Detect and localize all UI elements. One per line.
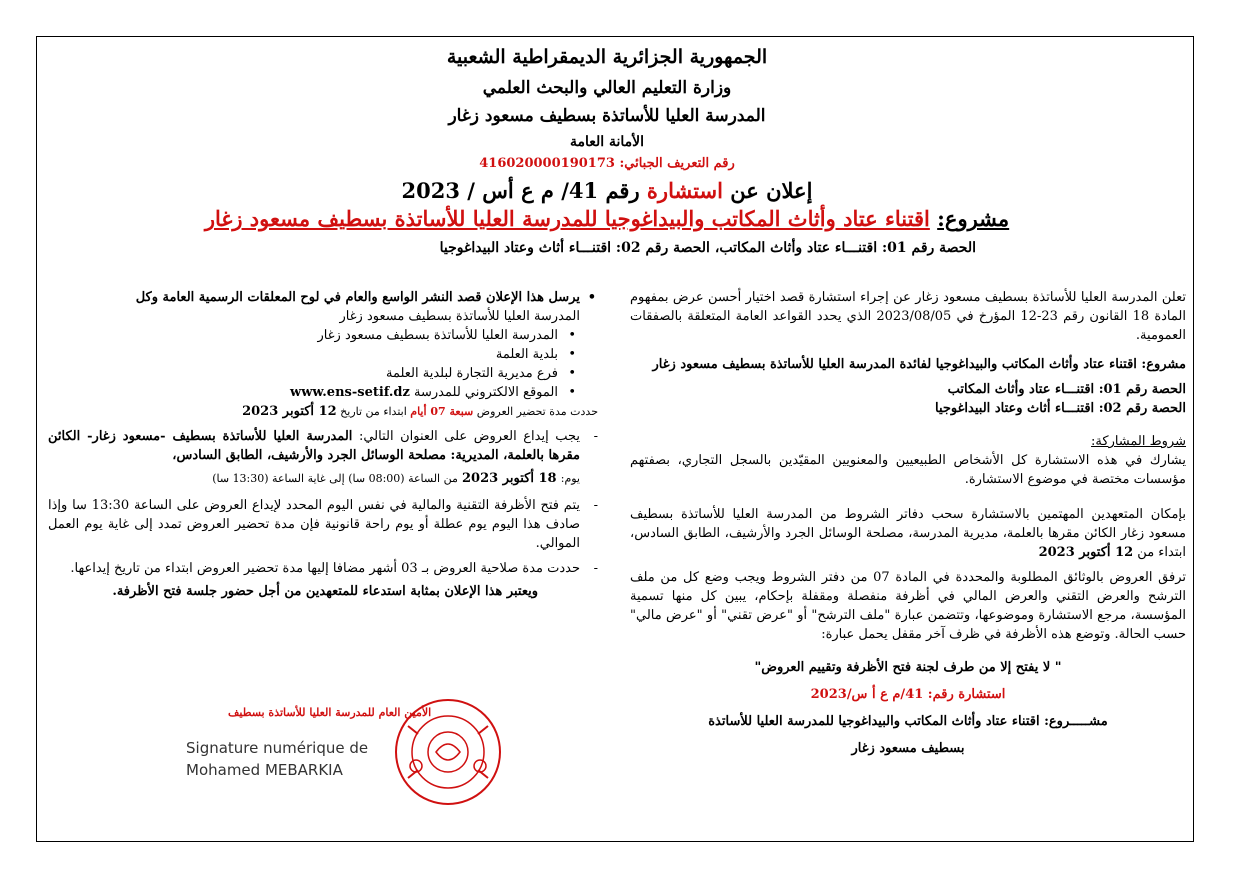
secretariat-title: الأمانة العامة [569, 134, 645, 150]
project-label: مشروع: [937, 206, 1010, 231]
prep-days: سبعة 07 أيام [410, 405, 474, 418]
prep-post: ابتداء من تاريخ [340, 405, 407, 418]
project-title: اقتناء عتاد وأثاث المكاتب والبيداغوجيا للمدرسة العليا للأساتذة بسطيف مسعود زغار [204, 206, 930, 231]
notice-suffix: رقم 41/ م ع أس / 2023 [401, 178, 640, 203]
notice-prefix: إعلان عن [730, 178, 813, 203]
publish-rest: المدرسة العليا للأساتذة بسطيف مسعود زغار [339, 309, 580, 324]
website-link[interactable]: www.ens-setif.dz [290, 385, 410, 400]
consultation-ref: استشارة رقم: 41/م ع أ س/2023 [810, 687, 1006, 702]
place-item [48, 383, 558, 402]
places-list [48, 326, 598, 402]
offers-text: ترفق العروض بالوثائق المطلوبة والمحددة في المادة 07 من دفتر الشروط ويجب وضع كل من ملف الترشح والعرض التقني والعرض المالي في أظرفة منفصلة ومقفلة بإحكام، يبين كل منها تسمية المؤسسة، مرجع الاستشارة وموضوعها، وتتضمن عبارة "ملف الترشح" أو "عرض تقني" أو "عرض مالي" حسب الحالة. وتوضع هذه الأظرفة في ظرف آخر مقفل يحمل عبارة: [630, 570, 1186, 642]
tax-id-label: رقم التعريف الجبائي: [619, 156, 735, 171]
place-item: • فرع مديرية التجارة لبلدية العلمة [48, 364, 558, 383]
place-item: • المدرسة العليا للأساتذة بسطيف مسعود زغار [48, 326, 558, 345]
place-website-label: الموقع الالكتروني للمدرسة [414, 385, 558, 400]
intro-text: تعلن المدرسة العليا للأساتذة بسطيف مسعود زغار عن إجراء استشارة قصد اختيار أحسن عرض بمفهوم المادة 18 القانون رقم 23-12 المؤرخ في 2023/08/05 الذي يحدد القواعد العامة المتعلقة بالصفقات العمومية. [630, 290, 1186, 343]
withdraw-text [630, 505, 1186, 562]
signatory-title: الأمين العام للمدرسة العليا للأساتذة بسطيف [228, 706, 432, 719]
envelope-quote: " لا يفتح إلا من طرف لجنة فتح الأظرفة وتقييم العروض" [754, 660, 1062, 675]
deposit-time: من الساعة (08:00 سا) إلى غاية الساعة (13:30 سا) [212, 472, 458, 485]
withdraw-body: بإمكان المتعهدين المهتمين بالاستشارة سحب دفاتر الشروط من المدرسة العليا للأساتذة بسطيف مسعود زغار الكائن مقرها بالعلمة، مديرية المدرسة، مصلحة الوسائل الجرد والأرشيف، الطابق السادس، ابتداء من [630, 507, 1186, 560]
lot2-line: الحصة رقم 02: اقتنـــاء أثاث وعتاد البيداغوجيا [935, 401, 1186, 416]
prep-pre: حددت مدة تحضير العروض [476, 405, 598, 418]
opening-text: - يتم فتح الأظرفة التقنية والمالية في نفس اليوم المحدد لإيداع العروض على الساعة 13:30 سا وإذا صادف هذا اليوم يوم عطلة أو يوم راحة قانونية فإن مدة تحضير العروض تمدد إلى غاية يوم العمل الموالي. [48, 496, 598, 553]
deposit-block [48, 427, 598, 488]
ministry-title: وزارة التعليم العالي والبحث العلمي [482, 78, 732, 98]
publish-list [48, 288, 598, 307]
conditions-title: شروط المشاركة: [1091, 434, 1186, 449]
deposit-day-pre: يوم: [560, 472, 580, 485]
project-line: مشروع: اقتناء عتاد وأثاث المكاتب والبيداغوجيا لفائدة المدرسة العليا للأساتذة بسطيف مسعود زغار [652, 357, 1186, 372]
publish-title: • يرسل هذا الإعلان قصد النشر الواسع والعام في لوح المعلقات الرسمية العامة وكل [48, 288, 580, 307]
tax-id-value: 416020000190173 [479, 156, 615, 171]
right-column [630, 288, 1186, 758]
digital-signature [186, 737, 368, 781]
envelope-project: مشـــــروع: اقتناء عتاد وأثاث المكاتب والبيداغوجيا للمدرسة العليا للأساتذة [708, 714, 1108, 729]
invitation-text: ويعتبر هذا الإعلان بمثابة استدعاء للمتعهدين من أجل حضور جلسة فتح الأظرفة. [112, 584, 538, 599]
signature-line1: Signature numérique de [186, 739, 369, 757]
prep-period [48, 402, 598, 421]
republic-title: الجمهورية الجزائرية الديمقراطية الشعبية [446, 46, 768, 68]
prep-date: 12 أكتوبر 2023 [242, 404, 337, 419]
deposit-pre: يجب إيداع العروض على العنوان التالي: [358, 429, 580, 444]
left-column [48, 288, 598, 601]
lot1-line: الحصة رقم 01: اقتنـــاء عتاد وأثاث المكاتب [947, 382, 1186, 397]
school-title: المدرسة العليا للأساتذة بسطيف مسعود زغار [448, 106, 766, 126]
signature-line2: Mohamed MEBARKIA [186, 761, 343, 779]
lots-line: الحصة رقم 01: اقتنـــاء عتاد وأثاث المكاتب، الحصة رقم 02: اقتنـــاء أثاث وعتاد البيداغوجيا [439, 240, 976, 256]
notice-word: استشارة [646, 178, 723, 203]
deposit-address: المدرسة العليا للأساتذة بسطيف -مسعود زغار- الكائن مقرها بالعلمة، المديرية: مصلحة الوسائل الجرد والأرشيف، الطابق السادس، [48, 429, 580, 463]
project-heading [190, 206, 1024, 231]
notice-title [300, 178, 914, 203]
withdraw-date: 12 أكتوبر 2023 [1038, 545, 1134, 560]
place-item: • بلدية العلمة [48, 345, 558, 364]
deposit-day [48, 469, 580, 488]
envelope-city: بسطيف مسعود زغار [851, 741, 965, 756]
deposit-day-value: 18 أكتوبر 2023 [462, 471, 557, 486]
validity-text: - حددت مدة صلاحية العروض بـ 03 أشهر مضافا إليها مدة تحضير العروض ابتداء من تاريخ إيداعها. [48, 559, 598, 578]
official-stamp-icon [378, 696, 518, 808]
tax-id [300, 156, 914, 171]
conditions-text: يشارك في هذه الاستشارة كل الأشخاص الطبيعيين والمعنويين المقيّدين بالسجل التجاري، بصفتهم مؤسسات مختصة في موضوع الاستشارة. [630, 453, 1186, 487]
